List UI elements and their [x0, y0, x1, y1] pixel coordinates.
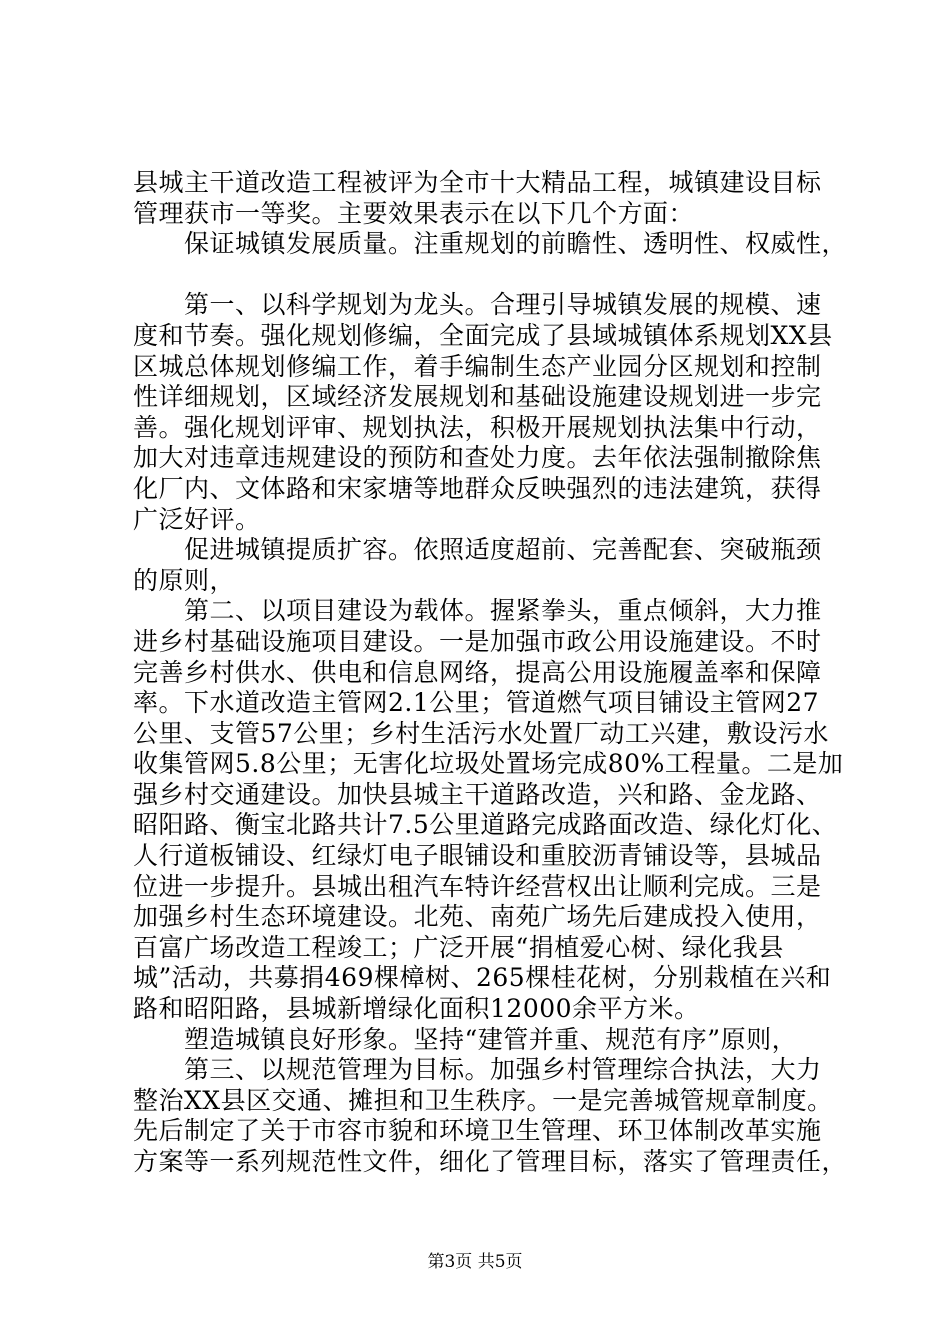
text-line: 率。下水道改造主管网2.1公里；管道燃气项目铺设主管网27	[133, 688, 820, 718]
text-line: 第二、以项目建设为载体。握紧拳头，重点倾斜，大力推	[133, 596, 822, 626]
text-line: 强乡村交通建设。加快县城主干道路改造，兴和路、金龙路、	[133, 779, 822, 809]
text-line: 管理获市一等奖。主要效果表示在以下几个方面：	[133, 198, 695, 228]
text-line: 整治XX县区交通、摊担和卫生秩序。一是完善城管规章制度。	[133, 1085, 833, 1115]
text-line: 塑造城镇良好形象。坚持“建管并重、规范有序”原则，	[133, 1024, 798, 1054]
text-line: 加强乡村生态环境建设。北苑、南苑广场先后建成投入使用，	[133, 902, 822, 932]
text-line: 百富广场改造工程竣工；广泛开展“捐植爱心树、绿化我县	[133, 932, 784, 962]
page-footer: 第3页 共5页	[427, 1252, 523, 1272]
text-line: 路和昭阳路，县城新增绿化面积12000余平方米。	[133, 994, 700, 1024]
text-line: 性详细规划，区域经济发展规划和基础设施建设规划进一步完	[133, 382, 822, 412]
text-line: 的原则，	[133, 565, 236, 595]
blank-line	[133, 260, 833, 291]
text-line: 善。强化规划评审、规划执法，积极开展规划执法集中行动，	[133, 412, 822, 442]
text-line: 进乡村基础设施项目建设。一是加强市政公用设施建设。不时	[133, 626, 822, 656]
text-line: 人行道板铺设、红绿灯电子眼铺设和重胶沥青铺设等，县城品	[133, 841, 822, 871]
text-line: 位进一步提升。县城出租汽车特许经营权出让顺利完成。三是	[133, 871, 822, 901]
text-line: 城”活动，共募捐469棵樟树、265棵桂花树，分别栽植在兴和	[133, 963, 832, 993]
text-line: 公里、支管57公里；乡村生活污水处置厂动工兴建，敷设污水	[133, 718, 829, 748]
text-line: 县城主干道改造工程被评为全市十大精品工程，城镇建设目标	[133, 168, 822, 197]
text-line: 第一、以科学规划为龙头。合理引导城镇发展的规模、速	[133, 290, 822, 320]
text-line: 促进城镇提质扩容。依照适度超前、完善配套、突破瓶颈	[133, 535, 822, 565]
text-line: 完善乡村供水、供电和信息网络，提高公用设施履盖率和保障	[133, 657, 822, 687]
text-line: 方案等一系列规范性文件，细化了管理目标，落实了管理责任，	[133, 1147, 848, 1176]
text-line: 度和节奏。强化规划修编，全面完成了县域城镇体系规划XX县	[133, 320, 833, 350]
text-line: 收集管网5.8公里；无害化垃圾处置场完成80%工程量。二是加	[133, 749, 844, 779]
text-line: 昭阳路、衡宝北路共计7.5公里道路完成路面改造、绿化灯化、	[133, 810, 838, 840]
text-line: 区城总体规划修编工作，着手编制生态产业园分区规划和控制	[133, 351, 822, 381]
text-line: 化厂内、文体路和宋家塘等地群众反映强烈的违法建筑，获得	[133, 473, 822, 503]
text-line: 先后制定了关于市容市貌和环境卫生管理、环卫体制改革实施	[133, 1116, 822, 1146]
text-line: 第三、以规范管理为目标。加强乡村管理综合执法，大力	[133, 1055, 822, 1085]
text-line: 加大对违章违规建设的预防和查处力度。去年依法强制撤除焦	[133, 443, 822, 473]
document-body	[133, 168, 848, 1178]
text-line: 广泛好评。	[133, 504, 261, 534]
text-line: 保证城镇发展质量。注重规划的前瞻性、透明性、权威性，	[133, 229, 848, 259]
